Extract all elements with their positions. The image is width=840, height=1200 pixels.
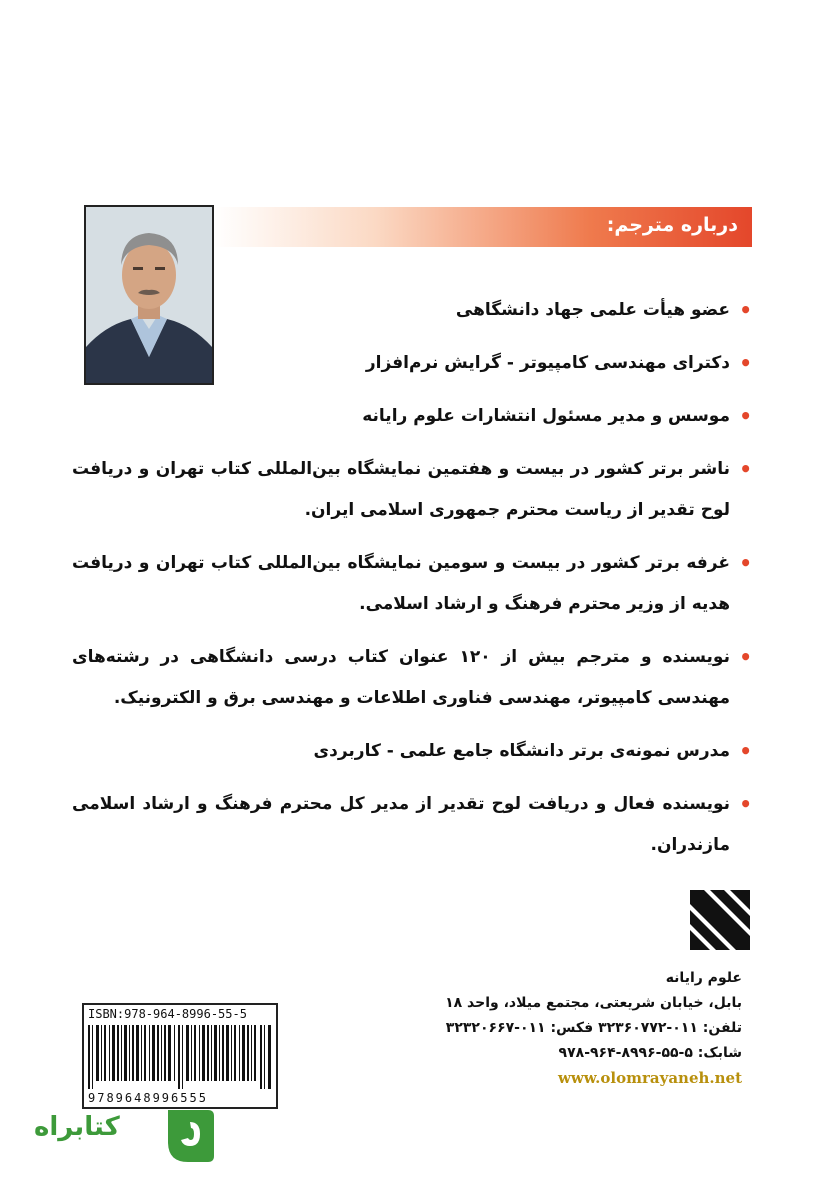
list-item-text: نویسنده فعال و دریافت لوح تقدیر از مدیر کل محترم فرهنگ و ارشاد اسلامی مازندران. — [72, 794, 730, 855]
isbn-barcode — [82, 1003, 278, 1109]
brand-name: کتابراه — [34, 1112, 120, 1142]
list-item — [72, 449, 752, 531]
publisher-phone: تلفن: ۰۱۱-۳۲۳۶۰۷۷۲ فکس: ۰۱۱-۳۲۳۲۰۶۶۷ — [445, 1020, 742, 1036]
barcode-digits: 9789648996555 — [88, 1091, 208, 1105]
publisher-website-link[interactable]: www.olomrayaneh.net — [557, 1069, 742, 1087]
list-item-text: نویسنده و مترجم بیش از ۱۲۰ عنوان کتاب درسی دانشگاهی در رشته‌های مهندسی کامپیوتر، مهندسی فناوری اطلاعات و مهندسی برق و الکترونیک. — [72, 647, 730, 708]
bullet-icon: • — [739, 298, 752, 322]
bullet-icon: • — [739, 351, 752, 375]
list-item — [72, 637, 752, 719]
list-item-text: مدرس نمونه‌ی برتر دانشگاه جامع علمی - کاربردی — [313, 741, 730, 761]
translator-bio-list — [72, 290, 752, 878]
bullet-icon: • — [739, 457, 752, 481]
isbn-label: ISBN:978-964-8996-55-5 — [88, 1007, 247, 1021]
bullet-icon: • — [739, 404, 752, 428]
list-item-text: موسس و مدیر مسئول انتشارات علوم رایانه — [362, 406, 730, 426]
publisher-isbn: شابک: ۵-۵۵-۸۹۹۶-۹۶۴-۹۷۸ — [558, 1045, 742, 1061]
publisher-address: بابل، خیابان شریعتی، مجتمع میلاد، واحد ۱۸ — [445, 995, 742, 1011]
list-item-text: دکترای مهندسی کامپیوتر - گرایش نرم‌افزار — [365, 353, 730, 373]
list-item — [72, 784, 752, 866]
list-item — [72, 343, 752, 384]
list-item-text: غرفه برتر کشور در بیست و سومین نمایشگاه بین‌المللی کتاب تهران و دریافت هدیه از وزیر محترم فرهنگ و ارشاد اسلامی. — [72, 553, 730, 614]
barcode-bars — [88, 1025, 274, 1089]
list-item — [72, 396, 752, 437]
bullet-icon: • — [739, 739, 752, 763]
section-title: درباره مترجم: — [606, 214, 738, 236]
bullet-icon: • — [739, 645, 752, 669]
list-item — [72, 543, 752, 625]
bullet-icon: • — [739, 792, 752, 816]
list-item — [72, 290, 752, 331]
list-item-text: عضو هیأت علمی جهاد دانشگاهی — [455, 300, 730, 320]
publisher-logo-icon — [690, 890, 750, 950]
publisher-info — [382, 966, 742, 1091]
list-item — [72, 731, 752, 772]
bullet-icon: • — [739, 551, 752, 575]
publisher-name: علوم رایانه — [665, 970, 742, 986]
list-item-text: ناشر برتر کشور در بیست و هفتمین نمایشگاه بین‌المللی کتاب تهران و دریافت لوح تقدیر از ریاست محترم جمهوری اسلامی ایران. — [72, 459, 730, 520]
